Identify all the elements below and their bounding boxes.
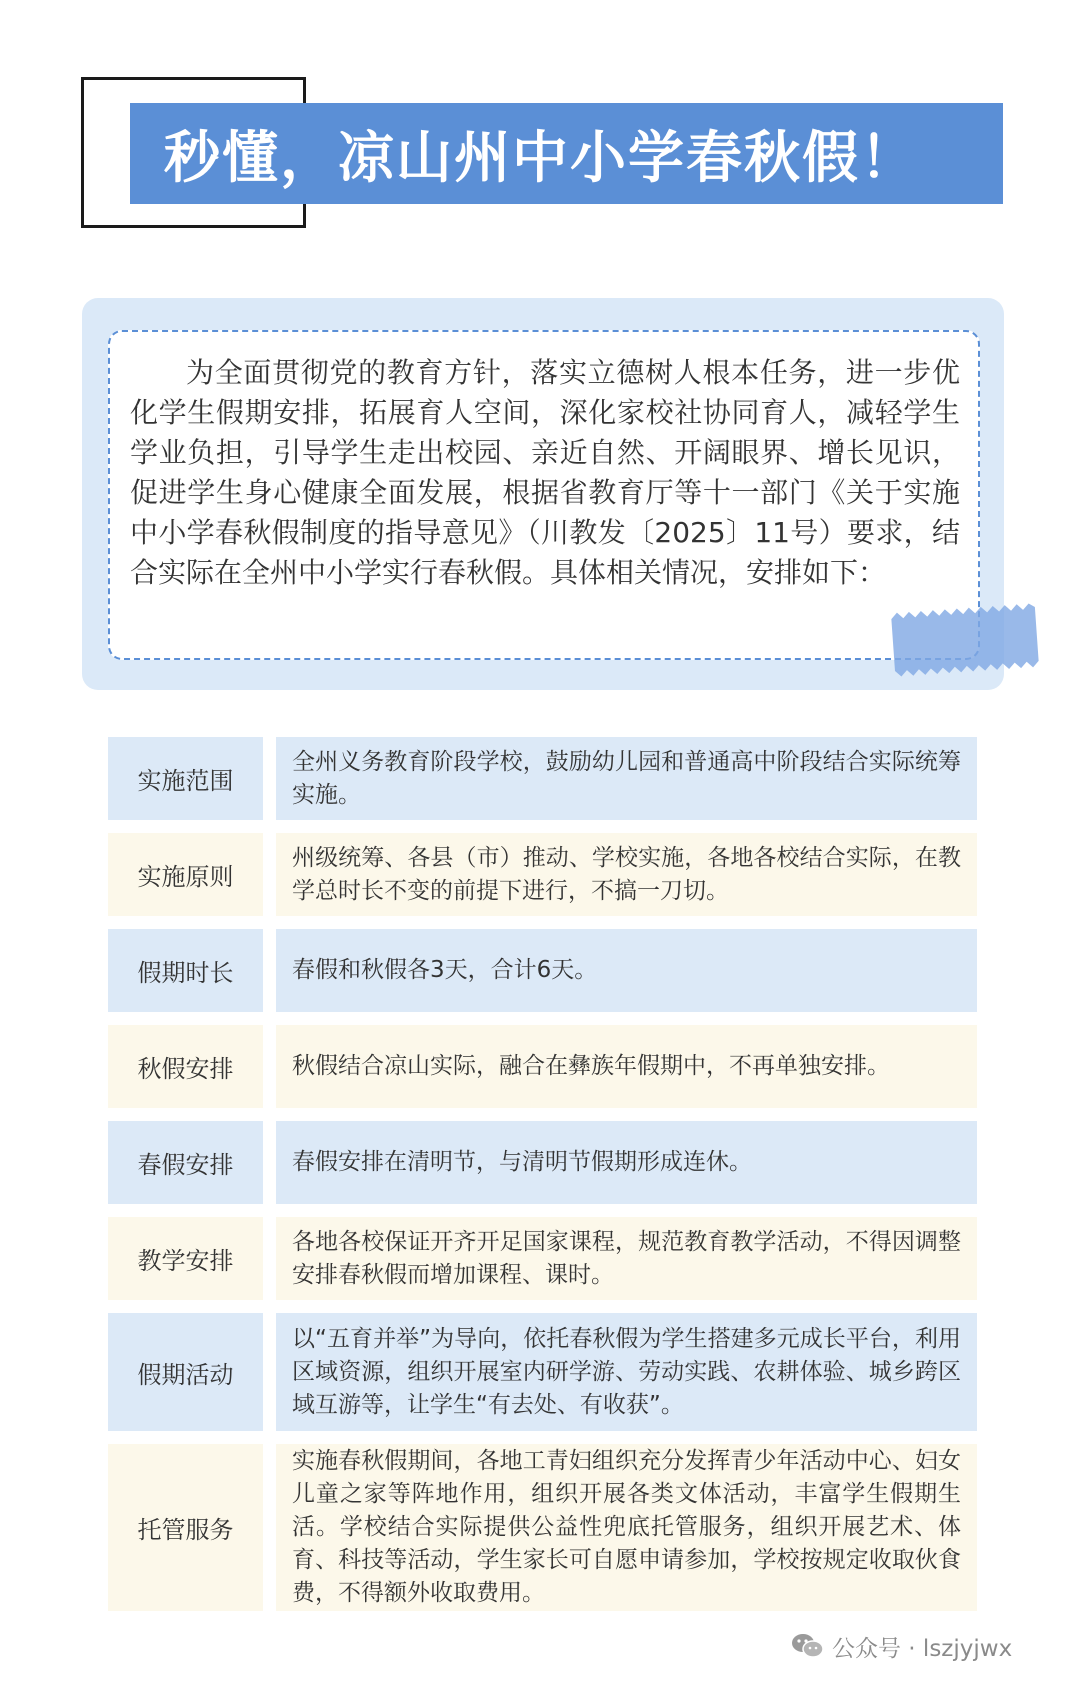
watermark	[790, 1630, 1012, 1662]
table-row	[108, 833, 977, 916]
row-content: 各地各校保证开齐开足国家课程，规范教育教学活动，不得因调整安排春秋假而增加课程、课时。	[276, 1217, 977, 1300]
info-table	[108, 737, 977, 1624]
page-title: 秒懂，凉山州中小学春秋假！	[164, 125, 918, 191]
row-label: 实施范围	[108, 737, 263, 820]
row-label: 秋假安排	[108, 1025, 263, 1108]
row-content: 春假和秋假各3天，合计6天。	[276, 929, 977, 1012]
row-label: 教学安排	[108, 1217, 263, 1300]
row-content: 州级统筹、各县（市）推动、学校实施，各地各校结合实际，在教学总时长不变的前提下进行，不搞一刀切。	[276, 833, 977, 916]
intro-paragraph: 为全面贯彻党的教育方针，落实立德树人根本任务，进一步优化学生假期安排，拓展育人空间，深化家校社协同育人，减轻学生学业负担，引导学生走出校园、亲近自然、开阔眼界、增长见识，促进学生身心健康全面发展，根据省教育厅等十一部门《关于实施中小学春秋假制度的指导意见》（川教发〔2025〕11号）要求，结合实际在全州中小学实行春秋假。具体相关情况，安排如下：	[130, 356, 960, 589]
table-row	[108, 1313, 977, 1431]
row-label: 假期活动	[108, 1313, 263, 1431]
row-content: 春假安排在清明节，与清明节假期形成连休。	[276, 1121, 977, 1204]
row-content: 实施春秋假期间，各地工青妇组织充分发挥青少年活动中心、妇女儿童之家等阵地作用，组织开展各类文体活动，丰富学生假期生活。学校结合实际提供公益性兜底托管服务，组织开展艺术、体育、科技等活动，学生家长可自愿申请参加，学校按规定收取伙食费，不得额外收取费用。	[276, 1444, 977, 1611]
table-row	[108, 1444, 977, 1611]
row-label: 实施原则	[108, 833, 263, 916]
table-row	[108, 1025, 977, 1108]
row-content: 秋假结合凉山实际，融合在彝族年假期中，不再单独安排。	[276, 1025, 977, 1108]
row-label: 假期时长	[108, 929, 263, 1012]
table-row	[108, 737, 977, 820]
table-row	[108, 1217, 977, 1300]
row-content: 以“五育并举”为导向，依托春秋假为学生搭建多元成长平台，利用区域资源，组织开展室内研学游、劳动实践、农耕体验、城乡跨区域互游等，让学生“有去处、有收获”。	[276, 1313, 977, 1431]
tape-decoration	[885, 600, 1045, 680]
title-banner	[130, 103, 1003, 204]
watermark-text: 公众号 · lszjyjwx	[832, 1635, 1013, 1662]
table-row	[108, 929, 977, 1012]
table-row	[108, 1121, 977, 1204]
wechat-icon	[790, 1631, 824, 1661]
row-label: 春假安排	[108, 1121, 263, 1204]
row-content: 全州义务教育阶段学校，鼓励幼儿园和普通高中阶段结合实际统筹实施。	[276, 737, 977, 820]
row-label: 托管服务	[108, 1444, 263, 1611]
